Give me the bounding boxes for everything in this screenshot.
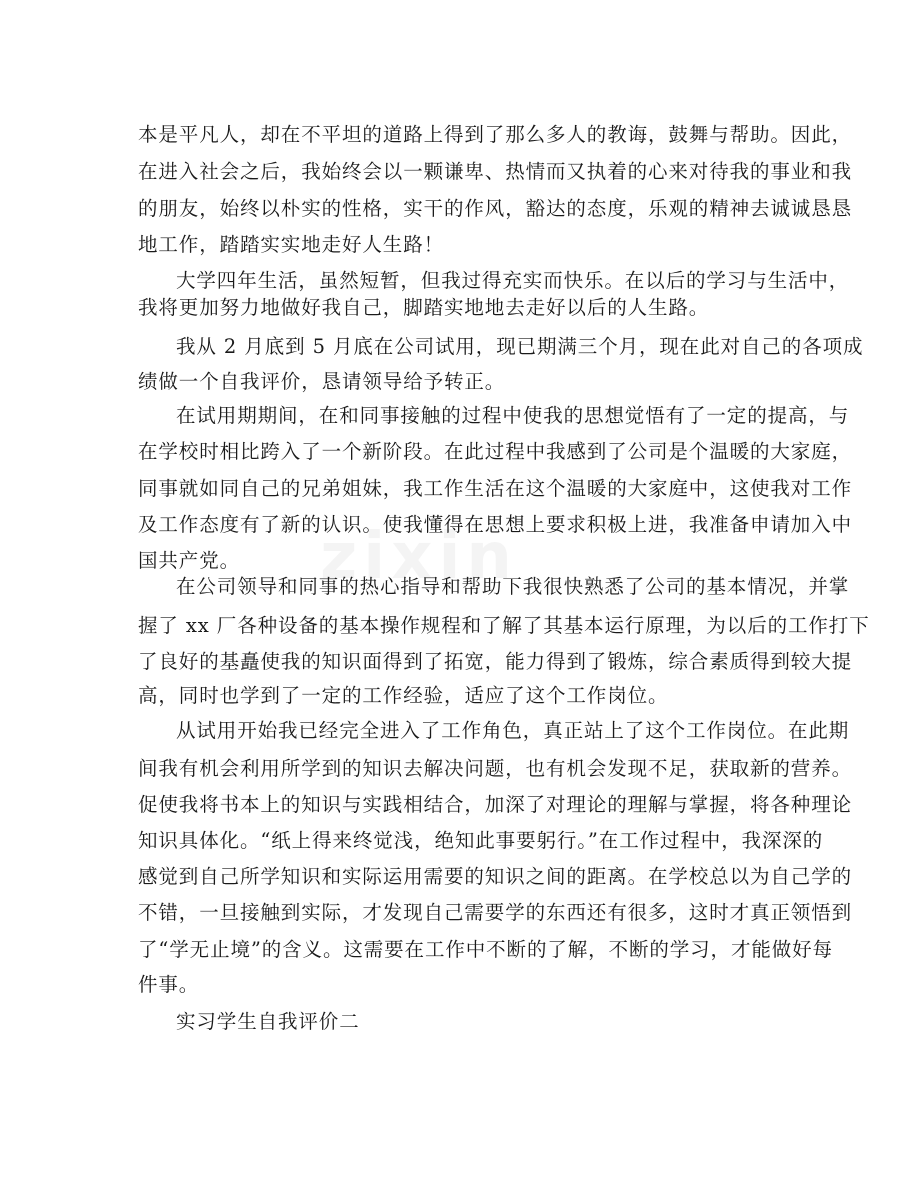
paragraph-6-line-5: 感觉到自己所学知识和实际运用需要的知识之间的距离。在学校总以为自己学的 [138, 865, 853, 888]
paragraph-5-line-2: 握了 xx 厂各种设备的基本操作规程和了解了其基本运行原理，为以后的工作打下 [138, 614, 870, 637]
paragraph-6-line-1: 从试用开始我已经完全进入了工作角色，真正站上了这个工作岗位。在此期 [176, 719, 850, 742]
paragraph-6-line-8: 件事。 [138, 973, 200, 996]
paragraph-4-line-2: 在学校时相比跨入了一个新阶段。在此过程中我感到了公司是个温暖的大家庭， [138, 440, 853, 463]
paragraph-5-line-1: 在公司领导和同事的热心指导和帮助下我很快熟悉了公司的基本情况，并掌 [176, 575, 850, 598]
paragraph-3-line-1: 我从 2 月底到 5 月底在公司试用，现已期满三个月，现在此对自己的各项成 [176, 335, 864, 358]
paragraph-2-line-2: 我将更加努力地做好我自己，脚踏实地地去走好以后的人生路。 [138, 296, 710, 319]
paragraph-5-line-4: 高，同时也学到了一定的工作经验，适应了这个工作岗位。 [138, 684, 669, 707]
paragraph-6-line-3: 促使我将书本上的知识与实践相结合，加深了对理论的理解与掌握，将各种理论 [138, 793, 853, 816]
paragraph-2-line-1: 大学四年生活，虽然短暂，但我过得充实而快乐。在以后的学习与生活中， [176, 269, 850, 292]
section-heading: 实习学生自我评价二 [176, 1010, 360, 1033]
paragraph-1-line-4: 地工作，踏踏实实地走好人生路！ [138, 233, 445, 256]
paragraph-5-line-3: 了良好的基矗使我的知识面得到了拓宽，能力得到了锻炼，综合素质得到较大提 [138, 650, 853, 673]
paragraph-6-line-2: 间我有机会利用所学到的知识去解决问题，也有机会发现不足，获取新的营养。 [138, 757, 853, 780]
paragraph-1-line-2: 在进入社会之后，我始终会以一颗谦卑、热情而又执着的心来对待我的事业和我 [138, 160, 853, 183]
paragraph-3-line-2: 绩做一个自我评价，恳请领导给予转正。 [138, 370, 506, 393]
paragraph-6-line-7: 了“学无止境”的含义。这需要在工作中不断的了解，不断的学习，才能做好每 [138, 938, 833, 961]
paragraph-4-line-3: 同事就如同自己的兄弟姐妹，我工作生活在这个温暖的大家庭中，这使我对工作 [138, 477, 853, 500]
paragraph-1-line-1: 本是平凡人，却在不平坦的道路上得到了那么多人的教诲，鼓舞与帮助。因此， [138, 123, 853, 146]
paragraph-6-line-4: 知识具体化。“纸上得来终觉浅，绝知此事要躬行。”在工作过程中，我深深的 [138, 829, 824, 852]
paragraph-1-line-3: 的朋友，始终以朴实的性格，实干的作风，豁达的态度，乐观的精神去诚诚恳恳 [138, 197, 853, 220]
paragraph-6-line-6: 不错，一旦接触到实际，才发现自己需要学的东西还有很多，这时才真正领悟到 [138, 901, 853, 924]
paragraph-4-line-4: 及工作态度有了新的认识。使我懂得在思想上要求积极上进，我准备申请加入中 [138, 513, 853, 536]
paragraph-4-line-5: 国共产党。 [138, 549, 241, 572]
paragraph-4-line-1: 在试用期期间，在和同事接触的过程中使我的思想觉悟有了一定的提高，与 [176, 404, 850, 427]
